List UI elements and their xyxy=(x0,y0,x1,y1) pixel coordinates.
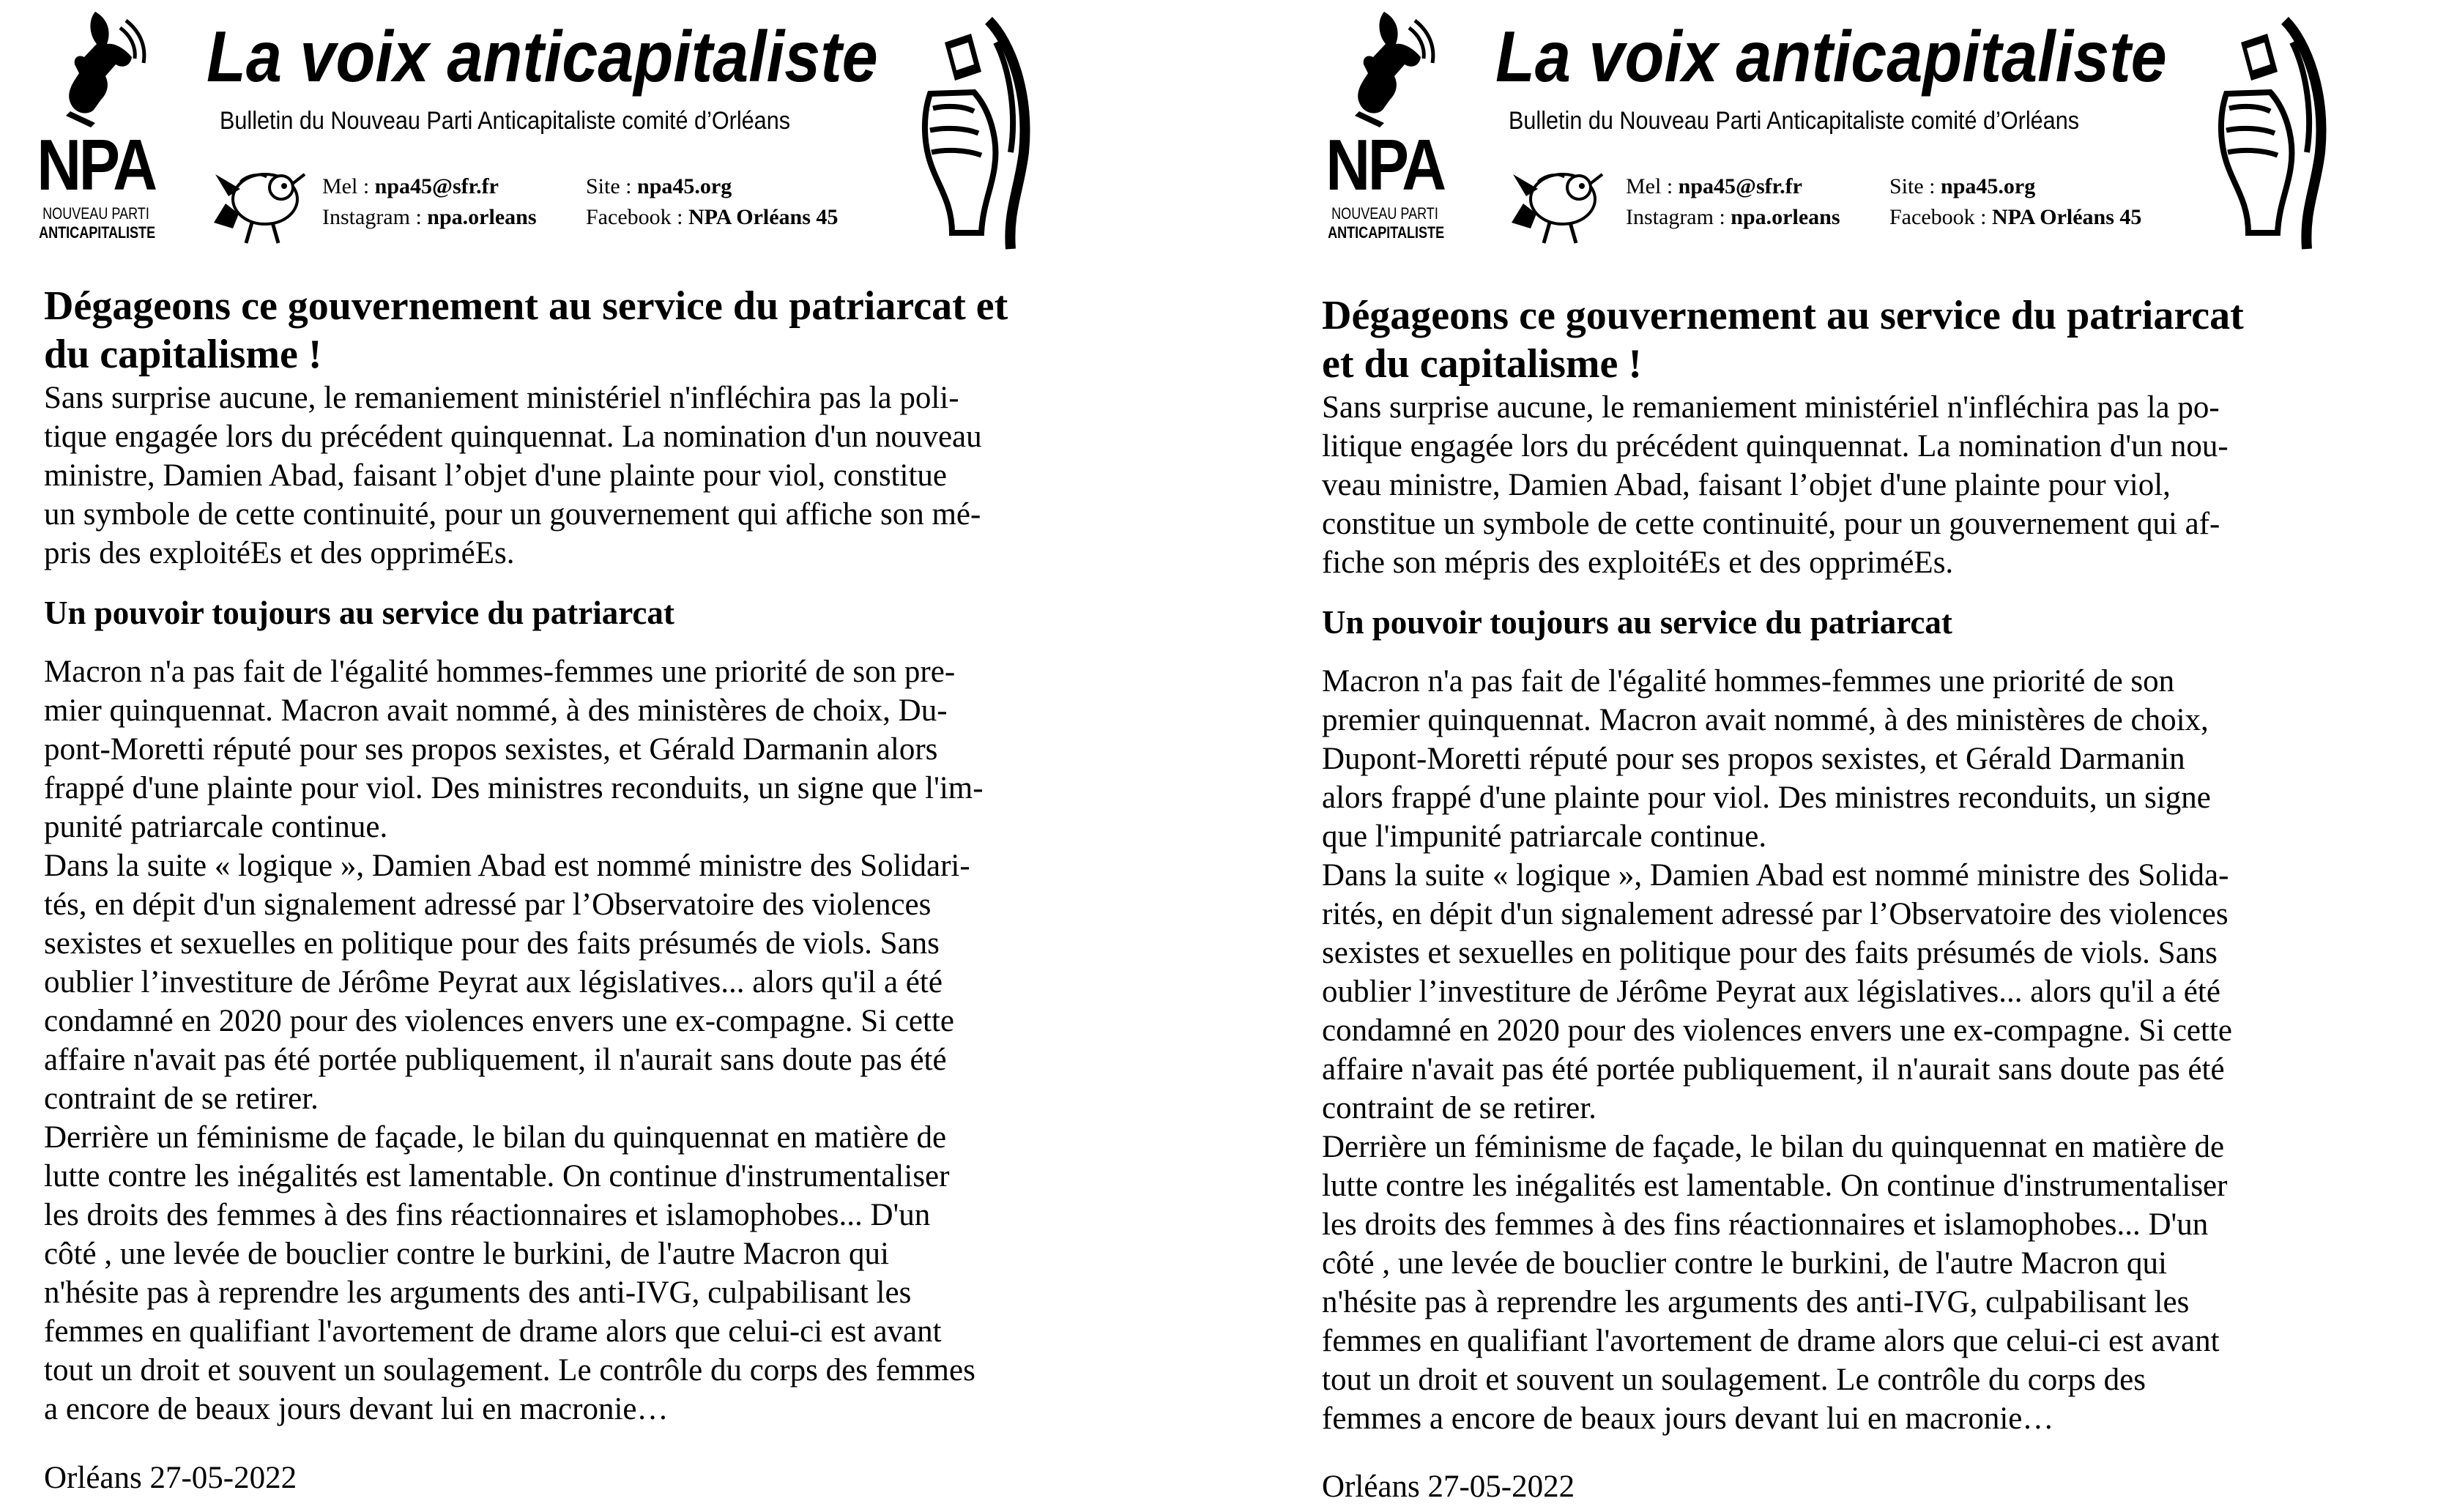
body-line: lutte contre les inégalités est lamentable. On continue d'instrumentaliser xyxy=(44,1159,950,1193)
contact-facebook-label: Facebook : xyxy=(1889,205,1992,229)
article-intro xyxy=(44,379,1008,573)
body-line: Dans la suite « logique », Damien Abad est nommé ministre des Solidari- xyxy=(44,849,970,883)
body-line: côté , une levée de bouclier contre le burkini, de l'autre Macron qui xyxy=(1322,1246,2167,1281)
brand-subtitle: Bulletin du Nouveau Parti Anticapitaliste comité d’Orléans xyxy=(1509,107,2080,135)
contact-instagram-link[interactable]: npa.orleans xyxy=(1731,205,1840,229)
article-headline xyxy=(44,282,1008,379)
body-line: punité patriarcale continue. xyxy=(44,810,388,844)
body-line: alors frappé d'une plainte pour viol. Des ministres reconduits, un signe xyxy=(1322,781,2211,815)
body-line: les droits des femmes à des fins réactionnaires et islamophobes... D'un xyxy=(1322,1207,2209,1242)
article-body xyxy=(1322,662,2244,1438)
contact-mail xyxy=(1626,176,1802,198)
npa-logo xyxy=(26,6,166,247)
body-line: oublier l’investiture de Jérôme Peyrat aux législatives... alors qu'il a été xyxy=(1322,975,2220,1009)
body-line: contraint de se retirer. xyxy=(1322,1091,1597,1125)
signature-date: Orléans 27-05-2022 xyxy=(1322,1470,1575,1504)
intro-line: fiche son mépris des exploitéEs et des oppriméEs. xyxy=(1322,545,1954,580)
contact-instagram-link[interactable]: npa.orleans xyxy=(427,205,537,229)
headline-line: Dégageons ce gouvernement au service du patriarcat et xyxy=(44,283,1008,329)
contact-mail-label: Mel : xyxy=(322,174,375,198)
signature-date: Orléans 27-05-2022 xyxy=(44,1461,297,1495)
contact-site-link[interactable]: npa45.org xyxy=(637,174,732,198)
flyer-header xyxy=(1289,0,2457,264)
contact-mail-label: Mel : xyxy=(1626,174,1679,198)
body-line: tout un droit et souvent un soulagement. Le contrôle du corps des femmes xyxy=(44,1353,975,1388)
contact-site xyxy=(586,176,732,198)
headline-line: du capitalisme ! xyxy=(44,332,322,377)
body-line: affaire n'avait pas été portée publiquement, il n'aurait sans doute pas été xyxy=(44,1043,947,1077)
contact-facebook-link[interactable]: NPA Orléans 45 xyxy=(1991,205,2142,229)
body-line: a encore de beaux jours devant lui en macronie… xyxy=(44,1392,669,1426)
npa-logo-line2: ANTICAPITALISTE xyxy=(39,223,156,242)
body-line: tés, en dépit d'un signalement adressé par l’Observatoire des violences xyxy=(44,887,932,922)
body-line: femmes a encore de beaux jours devant lui en macronie… xyxy=(1322,1401,2054,1436)
body-line: femmes en qualifiant l'avortement de drame alors que celui-ci est avant xyxy=(44,1314,942,1349)
npa-megaphone-icon xyxy=(1333,6,1443,130)
contact-mail xyxy=(322,176,499,198)
body-line: n'hésite pas à reprendre les arguments des anti-IVG, culpabilisant les xyxy=(1322,1285,2190,1319)
body-line: condamné en 2020 pour des violences envers une ex-compagne. Si cette xyxy=(44,1004,954,1038)
body-line: oublier l’investiture de Jérôme Peyrat aux législatives... alors qu'il a été xyxy=(44,965,943,999)
intro-line: litique engagée lors du précédent quinquennat. La nomination d'un nou- xyxy=(1322,429,2229,463)
intro-line: un symbole de cette continuité, pour un gouvernement qui affiche son mé- xyxy=(44,497,981,532)
npa-logo xyxy=(1315,6,1454,247)
contact-instagram-label: Instagram : xyxy=(1626,205,1731,229)
body-line: sexistes et sexuelles en politique pour des faits présumés de viols. Sans xyxy=(1322,936,2218,970)
flyer-panel-right xyxy=(1289,0,2457,1512)
npa-logo-letters: NPA xyxy=(37,124,155,205)
body-line: premier quinquennat. Macron avait nommé, à des ministères de choix, xyxy=(1322,703,2209,737)
body-line: affaire n'avait pas été portée publiquement, il n'aurait sans doute pas été xyxy=(1322,1052,2225,1087)
brand-subtitle: Bulletin du Nouveau Parti Anticapitaliste comité d’Orléans xyxy=(220,107,791,135)
intro-line: tique engagée lors du précédent quinquennat. La nomination d'un nouveau xyxy=(44,420,982,454)
body-line: les droits des femmes à des fins réactionnaires et islamophobes... D'un xyxy=(44,1198,931,1232)
npa-logo-line2: ANTICAPITALISTE xyxy=(1328,223,1445,242)
body-line: Dans la suite « logique », Damien Abad est nommé ministre des Solida- xyxy=(1322,858,2229,893)
intro-line: Sans surprise aucune, le remaniement ministériel n'infléchira pas la po- xyxy=(1322,390,2220,425)
intro-line: veau ministre, Damien Abad, faisant l’objet d'une plainte pour viol, xyxy=(1322,468,2171,502)
body-line: n'hésite pas à reprendre les arguments des anti-IVG, culpabilisant les xyxy=(44,1275,912,1310)
npa-logo-line1: NOUVEAU PARTI xyxy=(1331,204,1438,223)
body-line: frappé d'une plainte pour viol. Des ministres reconduits, un signe que l'im- xyxy=(44,771,984,805)
intro-line: pris des exploitéEs et des oppriméEs. xyxy=(44,536,515,570)
body-line: femmes en qualifiant l'avortement de drame alors que celui-ci est avant xyxy=(1322,1324,2220,1358)
contact-site xyxy=(1889,176,2035,198)
body-line: sexistes et sexuelles en politique pour des faits présumés de viols. Sans xyxy=(44,926,940,961)
intro-line: constitue un symbole de cette continuité, pour un gouvernement qui af- xyxy=(1322,507,2220,541)
mascot-icon xyxy=(211,152,311,247)
raised-fist-icon xyxy=(2197,13,2336,255)
body-line: Macron n'a pas fait de l'égalité hommes-femmes une priorité de son pre- xyxy=(44,655,956,689)
brand-title: La voix anticapitaliste xyxy=(1495,16,2167,97)
article xyxy=(1322,291,2244,1438)
body-line: côté , une levée de bouclier contre le burkini, de l'autre Macron qui xyxy=(44,1237,889,1271)
article-headline xyxy=(1322,291,2244,388)
contact-site-link[interactable]: npa45.org xyxy=(1941,174,2036,198)
brand-title: La voix anticapitaliste xyxy=(207,16,878,97)
contact-mail-link[interactable]: npa45@sfr.fr xyxy=(1678,174,1802,198)
mascot-icon xyxy=(1509,152,1608,247)
headline-line: et du capitalisme ! xyxy=(1322,341,1643,387)
npa-logo-line1: NOUVEAU PARTI xyxy=(42,204,149,223)
contact-facebook xyxy=(586,206,838,228)
body-line: Derrière un féminisme de façade, le bilan du quinquennat en matière de xyxy=(1322,1130,2225,1164)
contact-site-label: Site : xyxy=(1889,174,1941,198)
intro-line: ministre, Damien Abad, faisant l’objet d'une plainte pour viol, constitue xyxy=(44,458,947,493)
contact-mail-link[interactable]: npa45@sfr.fr xyxy=(374,174,499,198)
body-line: que l'impunité patriarcale continue. xyxy=(1322,819,1767,854)
body-line: condamné en 2020 pour des violences envers une ex-compagne. Si cette xyxy=(1322,1013,2232,1048)
body-line: tout un droit et souvent un soulagement. Le contrôle du corps des xyxy=(1322,1363,2146,1397)
contact-instagram xyxy=(1626,206,1840,228)
body-line: contraint de se retirer. xyxy=(44,1081,319,1116)
flyer-panel-left xyxy=(0,0,1216,1512)
body-line: mier quinquennat. Macron avait nommé, à des ministères de choix, Du- xyxy=(44,693,948,728)
body-line: rités, en dépit d'un signalement adressé par l’Observatoire des violences xyxy=(1322,897,2229,931)
article xyxy=(44,282,1008,1429)
npa-logo-letters: NPA xyxy=(1326,124,1444,205)
article-subhead: Un pouvoir toujours au service du patriarcat xyxy=(1322,604,1952,641)
body-line: Derrière un féminisme de façade, le bilan du quinquennat en matière de xyxy=(44,1120,947,1155)
contact-instagram-label: Instagram : xyxy=(322,205,428,229)
intro-line: Sans surprise aucune, le remaniement ministériel n'infléchira pas la poli- xyxy=(44,381,959,415)
headline-line: Dégageons ce gouvernement au service du patriarcat xyxy=(1322,293,2244,338)
contact-facebook-label: Facebook : xyxy=(586,205,688,229)
contact-instagram xyxy=(322,206,537,228)
contact-facebook-link[interactable]: NPA Orléans 45 xyxy=(688,205,839,229)
body-line: Dupont-Moretti réputé pour ses propos sexistes, et Gérald Darmanin xyxy=(1322,742,2185,776)
npa-megaphone-icon xyxy=(44,6,154,130)
contact-site-label: Site : xyxy=(586,174,638,198)
contact-facebook xyxy=(1889,206,2141,228)
raised-fist-icon xyxy=(901,13,1040,255)
article-subhead: Un pouvoir toujours au service du patriarcat xyxy=(44,595,674,631)
body-line: lutte contre les inégalités est lamentable. On continue d'instrumentaliser xyxy=(1322,1169,2228,1203)
flyer-header xyxy=(0,0,1216,264)
article-intro xyxy=(1322,388,2244,582)
body-line: pont-Moretti réputé pour ses propos sexistes, et Gérald Darmanin alors xyxy=(44,732,938,767)
article-body xyxy=(44,652,1008,1429)
body-line: Macron n'a pas fait de l'égalité hommes-femmes une priorité de son xyxy=(1322,664,2175,699)
